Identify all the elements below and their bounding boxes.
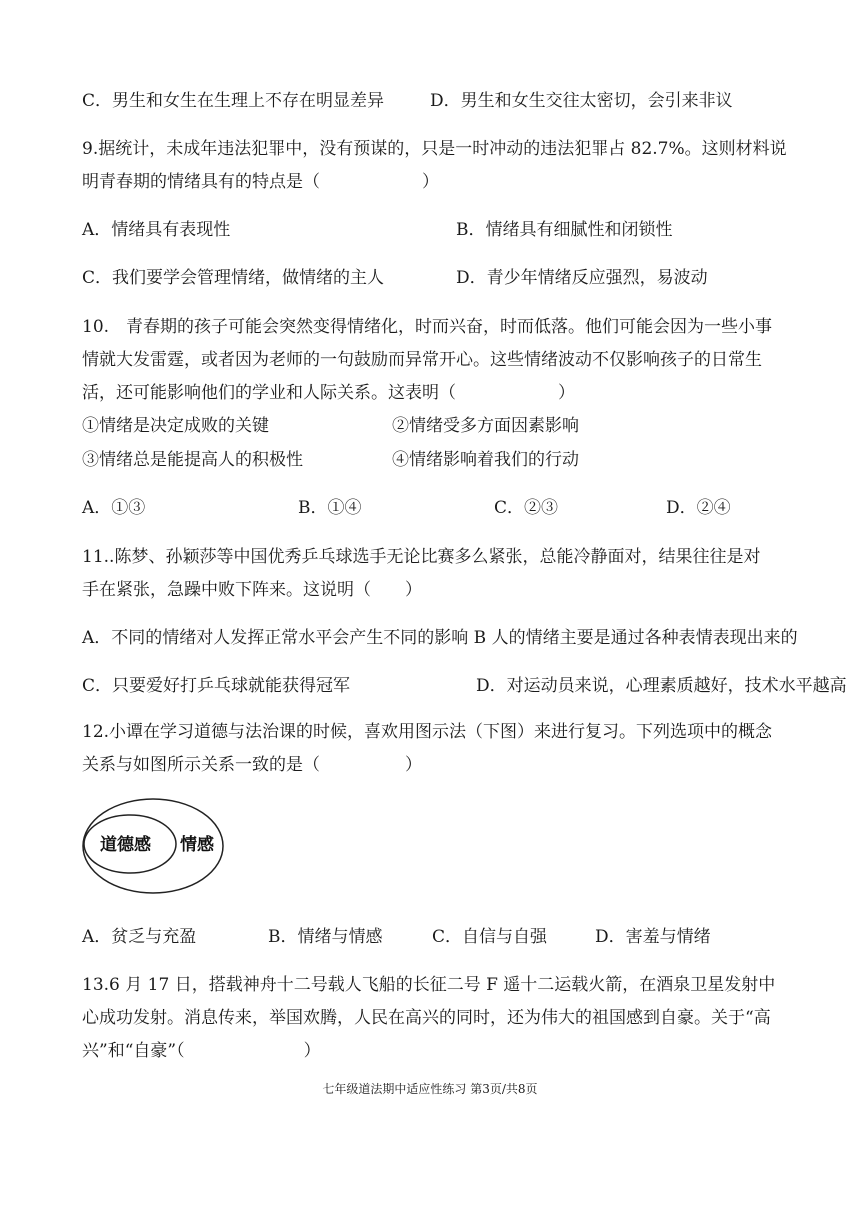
q10-statement-1: ①情绪是决定成败的关键 xyxy=(82,416,269,436)
q10-statement-4: ④情绪影响着我们的行动 xyxy=(392,450,579,470)
q9-option-b: B．情绪具有细腻性和闭锁性 xyxy=(456,220,673,240)
q10-stem-line2: 情就大发雷霆，或者因为老师的一句鼓励而异常开心。这些情绪波动不仅影响孩子的日常生 xyxy=(82,350,762,370)
q13-stem-line1: 13.6 月 17 日，搭载神舟十二号载人飞船的长征二号 F 遥十二运载火箭，在酒泉卫星发射中 xyxy=(82,975,776,995)
q10-option-d: D．②④ xyxy=(666,498,731,518)
q9-stem-line1: 9.据统计，未成年违法犯罪中，没有预谋的，只是一时冲动的违法犯罪占 82.7%。这则材料说 xyxy=(82,139,787,159)
q8-option-d: D．男生和女生交往太密切，会引来非议 xyxy=(430,91,733,111)
q11-option-c: C．只要爱好打乒乓球就能获得冠军 xyxy=(82,676,351,696)
q10-stem-line1: 10. 青春期的孩子可能会突然变得情绪化，时而兴奋，时而低落。他们可能会因为一些小事 xyxy=(82,317,773,337)
page-footer: 七年级道法期中适应性练习 第3页/共8页 xyxy=(322,1082,538,1096)
q10-statement-3: ③情绪总是能提高人的积极性 xyxy=(82,450,303,470)
q12-stem-line2: 关系与如图所示关系一致的是（ ） xyxy=(82,755,422,775)
q13-stem-line2: 心成功发射。消息传来，举国欢腾，人民在高兴的同时，还为伟大的祖国感到自豪。关于“高 xyxy=(82,1008,771,1028)
q12-option-b: B．情绪与情感 xyxy=(268,927,383,947)
q11-stem-line2: 手在紧张，急躁中败下阵来。这说明（ ） xyxy=(82,580,422,600)
q10-option-a: A．①③ xyxy=(82,498,146,518)
q10-statement-2: ②情绪受多方面因素影响 xyxy=(392,416,579,436)
q13-stem-line3: 兴”和“自豪”（ ） xyxy=(82,1041,321,1061)
q10-stem-line3: 活，还可能影响他们的学业和人际关系。这表明（ ） xyxy=(82,383,575,403)
q9-stem-line2: 明青春期的情绪具有的特点是（ ） xyxy=(82,172,439,192)
q9-option-a: A．情绪具有表现性 xyxy=(82,220,231,240)
q11-option-d: D．对运动员来说，心理素质越好，技术水平越高 xyxy=(476,676,847,696)
q9-option-d: D．青少年情绪反应强烈，易波动 xyxy=(456,268,708,288)
q10-option-c: C．②③ xyxy=(494,498,559,518)
q8-option-c: C．男生和女生在生理上不存在明显差异 xyxy=(82,91,385,111)
q9-option-c: C．我们要学会管理情绪，做情绪的主人 xyxy=(82,268,385,288)
q11-stem-line1: 11..陈梦、孙颖莎等中国优秀乒乓球选手无论比赛多么紧张，总能冷静面对，结果往往是对 xyxy=(82,547,761,567)
q12-option-a: A．贫乏与充盈 xyxy=(82,927,197,947)
q10-option-b: B．①④ xyxy=(298,498,362,518)
q11-option-a-b: A．不同的情绪对人发挥正常水平会产生不同的影响 B 人的情绪主要是通过各种表情表现出来的 xyxy=(82,628,798,648)
venn-diagram xyxy=(80,796,230,896)
q12-stem-line1: 12.小谭在学习道德与法治课的时候，喜欢用图示法（下图）来进行复习。下列选项中的概念 xyxy=(82,722,773,742)
q12-option-c: C．自信与自强 xyxy=(432,927,548,947)
inner-label: 道德感 xyxy=(100,835,151,855)
q12-option-d: D．害羞与情绪 xyxy=(595,927,711,947)
outer-label: 情感 xyxy=(180,835,214,855)
